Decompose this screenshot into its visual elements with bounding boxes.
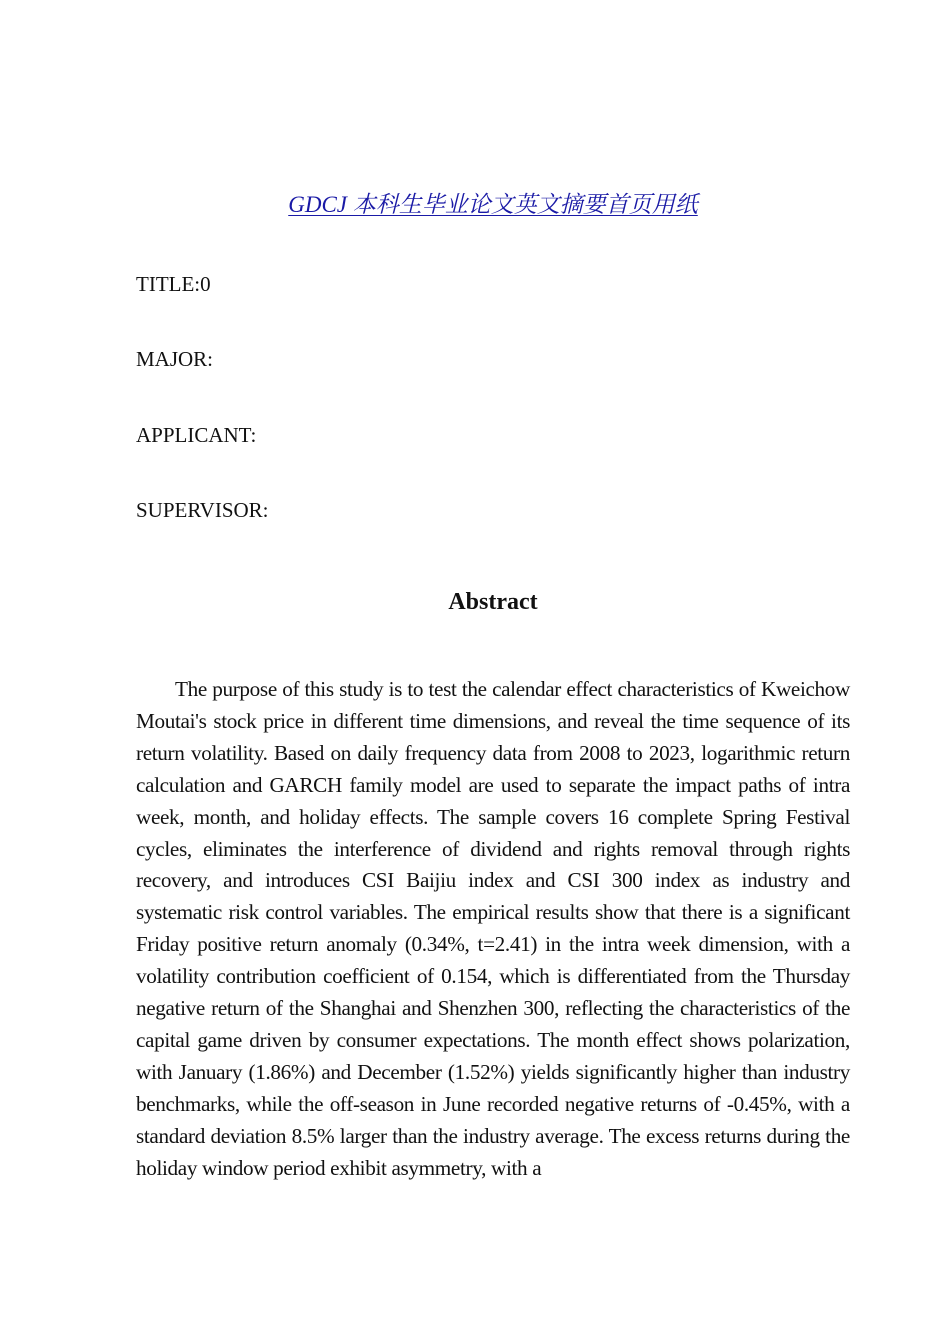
field-applicant	[136, 421, 256, 449]
abstract-heading: Abstract	[448, 589, 538, 615]
field-major	[136, 345, 213, 373]
abstract-body: The purpose of this study is to test the calendar effect characteristics of Kweichow Moutai's stock price in different time dimensions, and reveal the time sequence of its return volatility. Based on daily frequency data from 2008 to 2023, logarithmic return calculation and GARCH family model are used to separate the impact paths of intra week, month, and holiday effects. The sample covers 16 complete Spring Festival cycles, eliminates the interference of dividend and rights removal through rights recovery, and introduces CSI Baijiu index and CSI 300 index as industry and systematic risk control variables. The empirical results show that there is a significant Friday positive return anomaly (0.34%, t=2.41) in the intra week dimension, with a volatility contribution coefficient of 0.154, which is differentiated from the Thursday negative return of the Shanghai and Shenzhen 300, reflecting the characteristics of the capital game driven by consumer expectations. The month effect shows polarization, with January (1.86%) and December (1.52%) yields significantly higher than industry benchmarks, while the off-season in June recorded negative returns of -0.45%, with a standard deviation 8.5% larger than the industry average. The excess returns during the holiday window period exhibit asymmetry, with a	[136, 677, 850, 1180]
field-supervisor	[136, 496, 269, 524]
document-header-title[interactable]: GDCJ 本科生毕业论文英文摘要首页用纸	[288, 192, 698, 217]
field-title-value: 0	[200, 272, 211, 296]
field-title-label: TITLE:	[136, 272, 201, 296]
field-applicant-label: APPLICANT:	[136, 423, 257, 447]
field-supervisor-label: SUPERVISOR:	[136, 498, 269, 522]
field-title	[136, 270, 211, 298]
field-major-label: MAJOR:	[136, 347, 214, 371]
